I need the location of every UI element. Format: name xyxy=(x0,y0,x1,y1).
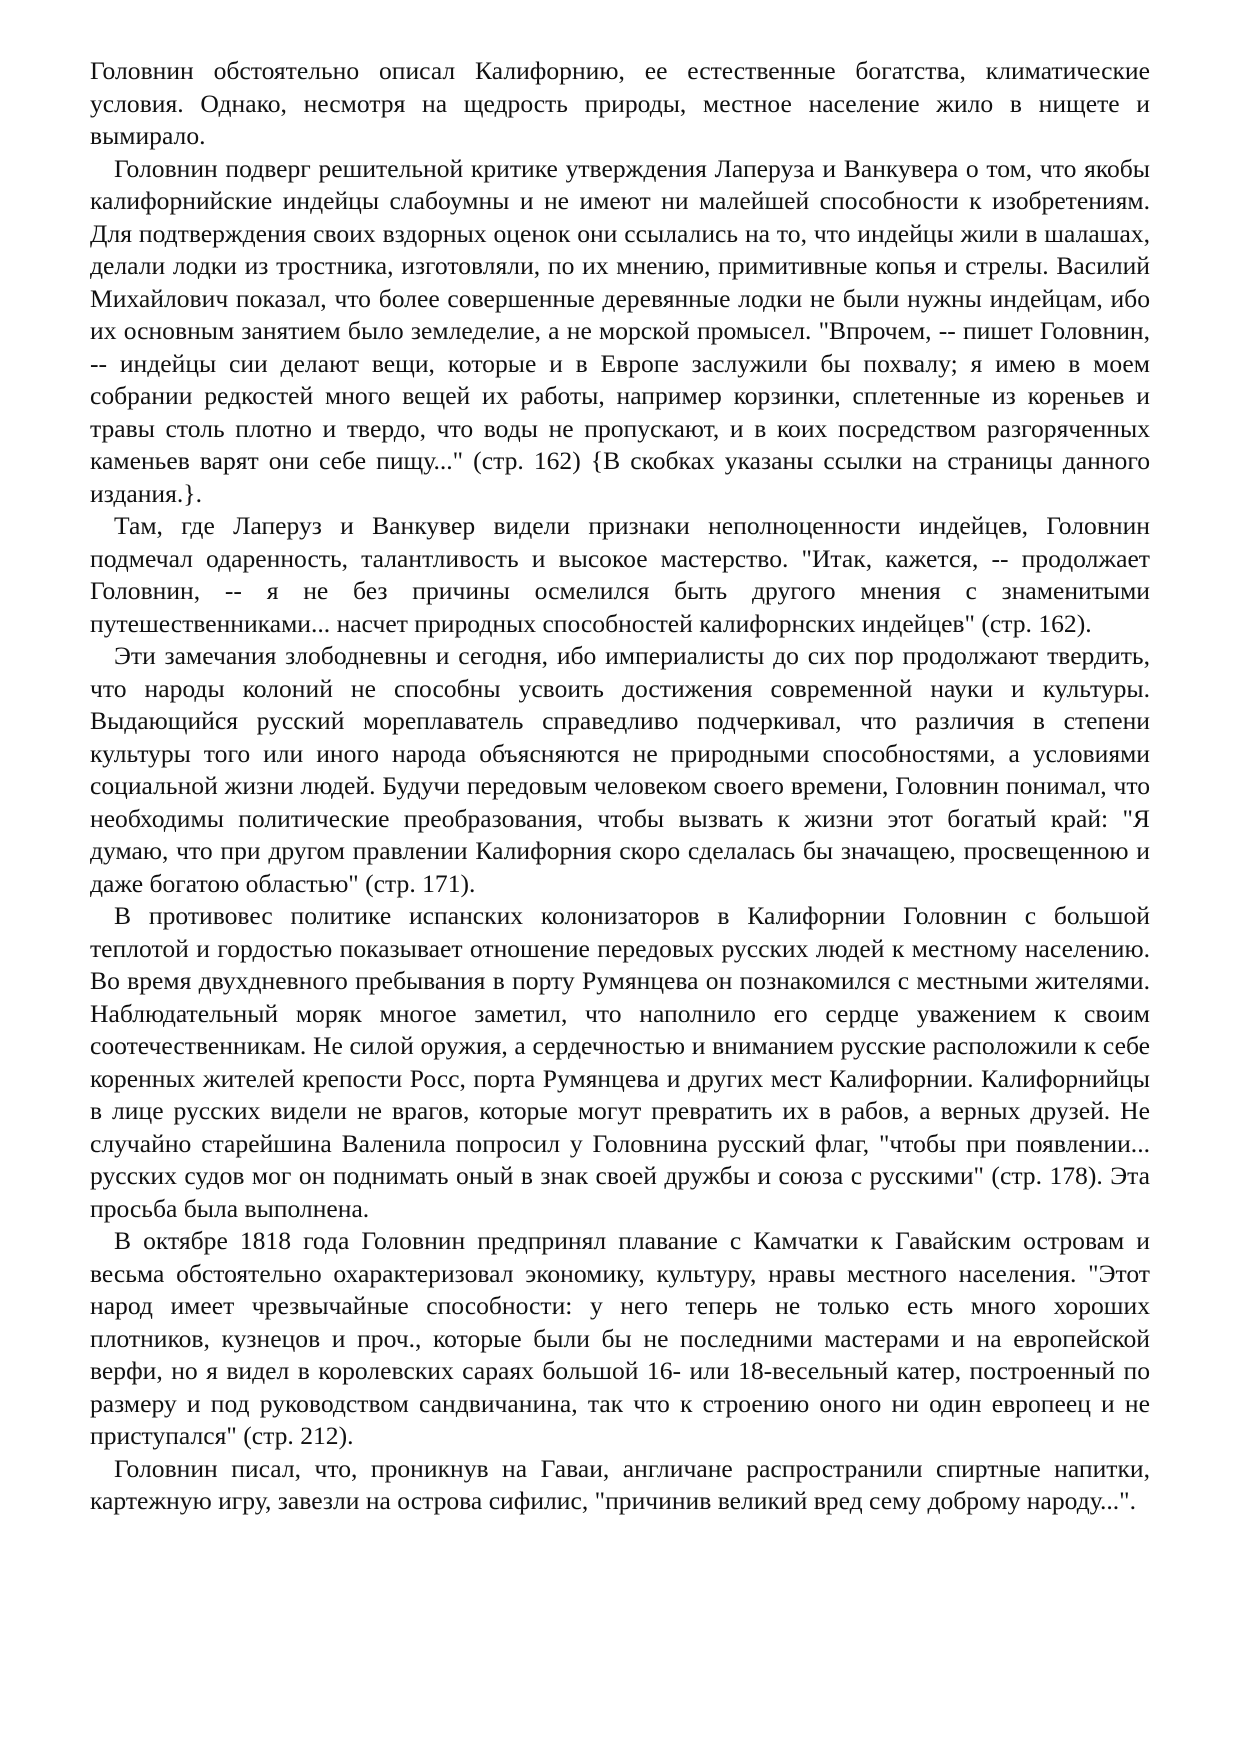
document-page xyxy=(90,55,1150,1518)
paragraph-hawaii-voyage: В октябре 1818 года Головнин предпринял плавание с Камчатки к Гавайским островам и весьма обстоятельно охарактеризовал экономику, культуру, нравы местного населения. "Этот народ имеет чрезвычайные способности: у него теперь не только есть много хороших плотников, кузнецов и проч., которые были бы не последними мастерами и на европейской верфи, но я видел в королевских сараях большой 16- или 18-весельный катер, построенный по размеру и под руководством сандвичанина, так что к строению оного ни один европеец и не приступался" (стр. 212). xyxy=(90,1226,1150,1450)
paragraph-indian-talents: Там, где Лаперуз и Ванкувер видели признаки неполноценности индейцев, Головнин подмечал одаренность, талантливость и высокое мастерство. "Итак, кажется, -- продолжает Головнин, -- я не без причины осмелился быть другого мнения с знаменитыми путешественниками... насчет природных способностей калифорнских индейцев" (стр. 162). xyxy=(90,511,1150,638)
paragraph-topical-remarks: Эти замечания злободневны и сегодня, ибо империалисты до сих пор продолжают твердить, что народы колоний не способны усвоить достижения современной науки и культуры. Выдающийся русский мореплаватель справедливо подчеркивал, что различия в степени культуры того или иного народа объясняются не природными способностями, а условиями социальной жизни людей. Будучи передовым человеком своего времени, Головнин понимал, что необходимы политические преобразования, чтобы вызвать к жизни этот богатый край: "Я думаю, что при другом правлении Калифорния скоро сделалась бы значащею, просвещенною и даже богатою областью" (стр. 171). xyxy=(90,641,1150,898)
paragraph-california-description: Головнин обстоятельно описал Калифорнию, ее естественные богатства, климатические условия. Однако, несмотря на щедрость природы, местное население жило в нищете и вымирало. xyxy=(90,56,1150,150)
paragraph-english-harm: Головнин писал, что, проникнув на Гаваи, англичане распространили спиртные напитки, картежную игру, завезли на острова сифилис, "причинив великий вред сему доброму народу...". xyxy=(90,1453,1150,1515)
paragraph-russian-relations: В противовес политике испанских колонизаторов в Калифорнии Головнин с большой теплотой и гордостью показывает отношение передовых русских людей к местному населению. Во время двухдневного пребывания в порту Румянцева он познакомился с местными жителями. Наблюдательный моряк многое заметил, что наполнило его сердце уважением к своим соотечественникам. Не силой оружия, а сердечностью и вниманием русские расположили к себе коренных жителей крепости Росс, порта Румянцева и других мест Калифорнии. Калифорнийцы в лице русских видели не врагов, которые могут превратить их в рабов, а верных друзей. Не случайно старейшина Валенила попросил у Головнина русский флаг, "чтобы при появлении... русских судов мог он поднимать оный в знак своей дружбы и союза с русскими" (стр. 178). Эта просьба была выполнена. xyxy=(90,901,1150,1223)
paragraph-criticism-laperouse-vancouver: Головнин подверг решительной критике утверждения Лаперуза и Ванкувера о том, что якобы калифорнийские индейцы слабоумны и не имеют ни малейшей способности к изобретениям. Для подтверждения своих вздорных оценок они ссылались на то, что индейцы жили в шалашах, делали лодки из тростника, изготовляли, по их мнению, примитивные копья и стрелы. Василий Михайлович показал, что более совершенные деревянные лодки не были нужны индейцам, ибо их основным занятием было земледелие, а не морской промысел. "Впрочем, -- пишет Головнин, -- индейцы сии делают вещи, которые и в Европе заслужили бы похвалу; я имею в моем собрании редкостей много вещей их работы, например корзинки, сплетенные из кореньев и травы столь плотно и твердо, что воды не пропускают, и в коих посредством разгоряченных каменьев варят они себе пищу..." (стр. 162) {В скобках указаны ссылки на страницы данного издания.}. xyxy=(90,153,1150,508)
